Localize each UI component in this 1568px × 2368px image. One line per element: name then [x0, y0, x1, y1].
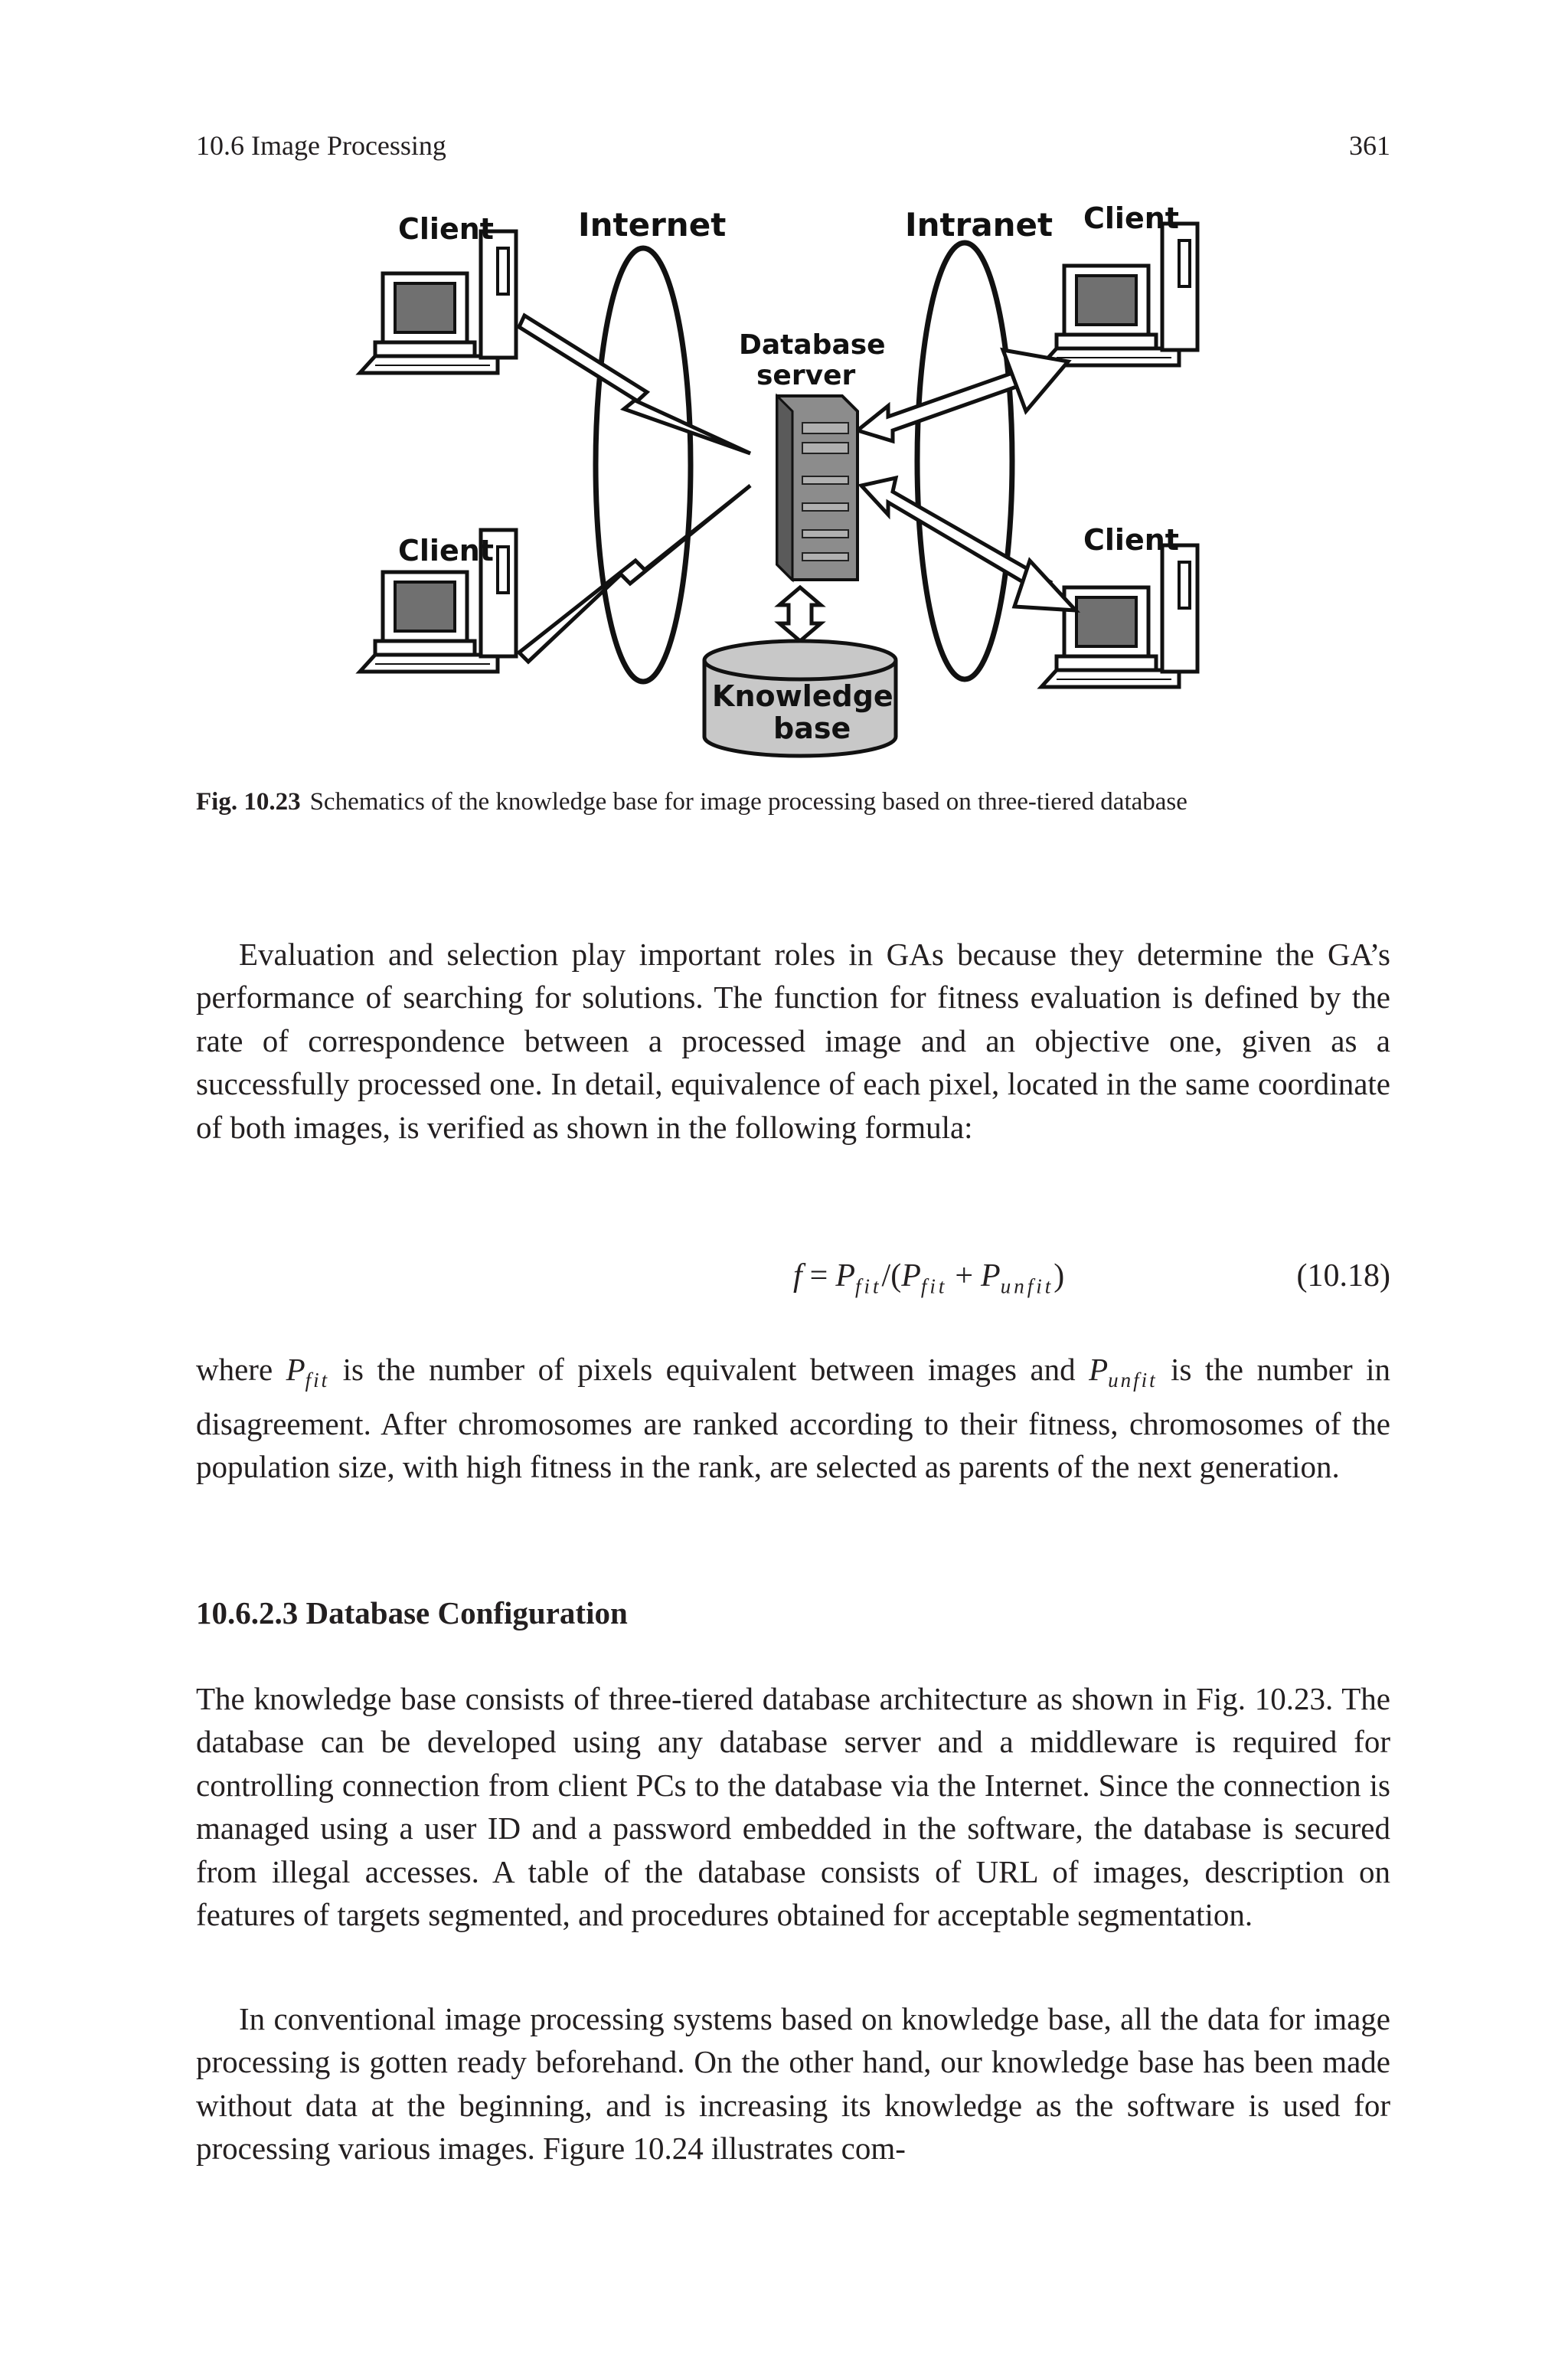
label-base: base — [773, 711, 851, 745]
paragraph-where: where $P_{fit}$ is the number of pixels equivalent between images and $P_{unfit}$ is the number in disagreement. After chromosomes are ranked according to their fitness, chromosomes of the population size, with high fitness in the rank, are selected as parents of the next generation. — [196, 1352, 1391, 1484]
label-client-top-right: Client — [1083, 201, 1179, 235]
paragraph-knowledge-base: The knowledge base consists of three-tiered database architecture as shown in Fig. 10.23. The database can be developed using any database server and a middleware is required for controlling connection from client PCs to the database via the Internet. Since the connection is managed using a user ID and a password embedded in the software, the database is secured from illegal accesses. A table of the database consists of URL of images, description on features of targets segmented, and procedures obtained for acceptable segmentation. — [196, 1681, 1390, 1933]
figure-caption — [196, 786, 1390, 818]
section-heading: 10.6.2.3 Database Configuration — [196, 1595, 628, 1630]
double-arrow-server-kb — [779, 587, 821, 641]
label-server: server — [756, 360, 856, 391]
arrow-link-bottom-right — [861, 478, 1050, 595]
equation-10-18 — [196, 1253, 1390, 1299]
client-pc-bottom-right — [1041, 545, 1197, 687]
running-head-section: 10.6 Image Processing — [196, 130, 446, 161]
client-pc-top-right — [1041, 224, 1197, 365]
label-intranet: Intranet — [905, 206, 1054, 244]
paragraph-conventional: In conventional image processing systems based on knowledge base, all the data for image processing is gotten ready beforehand. On the other hand, our knowledge base has been made without data at the beginning, and is increasing its knowledge as the software is used for processing various images. Figure 10.24 illustrates com- — [196, 2001, 1390, 2167]
client-pc-top-left — [360, 231, 516, 373]
lightning-link-bottom-left — [519, 486, 750, 662]
label-client-bottom-right: Client — [1083, 523, 1179, 557]
figure-three-tier-database — [352, 201, 1225, 767]
equation-number: (10.18) — [1296, 1258, 1390, 1294]
internet-ring — [596, 248, 691, 682]
label-client-top-left: Client — [398, 212, 494, 246]
caption-number: Fig. 10.23 — [196, 788, 301, 816]
page-number: 361 — [1349, 130, 1390, 161]
database-server-icon — [777, 396, 858, 580]
label-knowledge: Knowledge — [712, 679, 893, 713]
equation-formula: $f = P_{fit}/(P_{fit} + P_{unfit})$ — [793, 1258, 1065, 1298]
caption-text: Schematics of the knowledge base for image processing based on three-tiered database — [309, 788, 1187, 816]
paragraph-evaluation: Evaluation and selection play important roles in GAs because they determine the GA’s performance of searching for solutions. The function for fitness evaluation is defined by the rate of correspondence between a processed image and an objective one, given as a successfully processed one. In detail, equivalence of each pixel, located in the same coordinate of both images, is verified as shown in the following formula: — [196, 937, 1390, 1145]
label-internet: Internet — [578, 206, 727, 244]
lightning-link-top-left — [519, 316, 750, 453]
label-database: Database — [739, 329, 886, 361]
intranet-ring — [917, 243, 1012, 679]
label-client-bottom-left: Client — [398, 534, 494, 567]
figure-diagram — [352, 201, 1225, 767]
